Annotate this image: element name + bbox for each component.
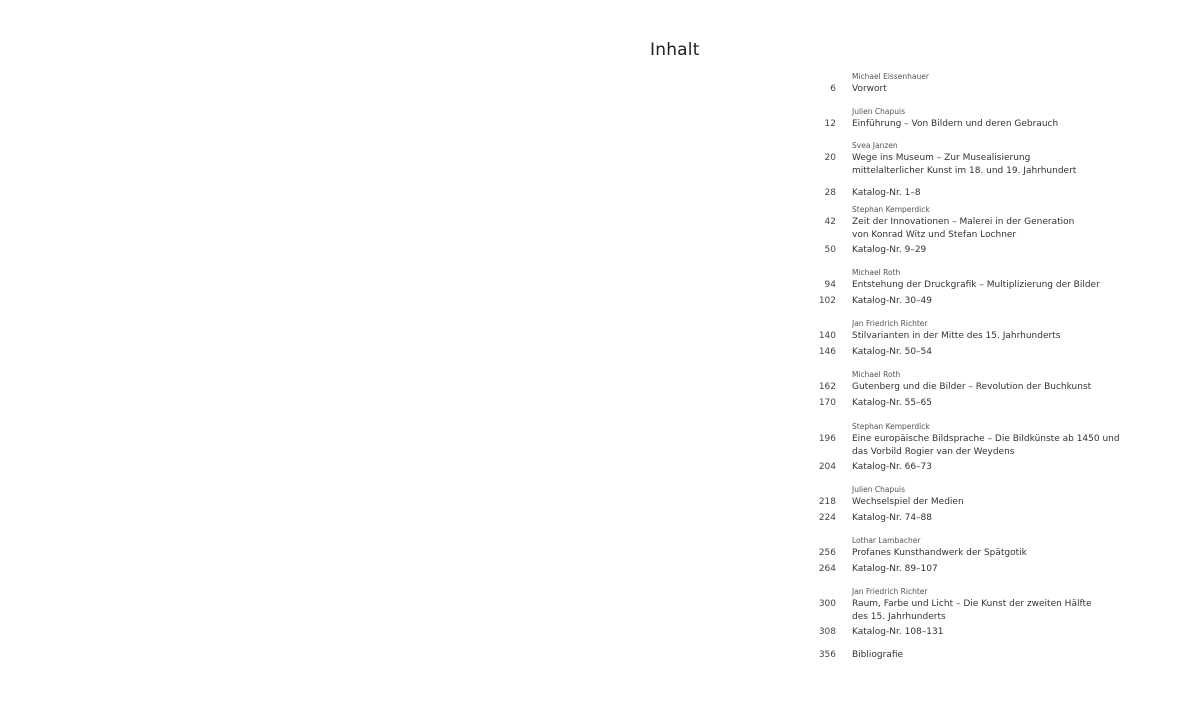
essay-title: Eine europäische Bildsprache – Die Bildkünste ab 1450 und xyxy=(852,434,1120,444)
catalog-range: Katalog-Nr. 108–131 xyxy=(852,627,944,637)
catalog-range: Katalog-Nr. 50–54 xyxy=(852,347,933,357)
essay-title: mittelalterlicher Kunst im 18. und 19. Jahrhundert xyxy=(852,165,1077,176)
essay-title: Vorwort xyxy=(852,84,887,94)
essay-title: Gutenberg und die Bilder – Revolution der Buchkunst xyxy=(852,382,1092,392)
catalog-page-number: 308 xyxy=(818,627,836,637)
essay-title: Wechselspiel der Medien xyxy=(852,497,964,507)
catalog-page-number: 224 xyxy=(818,513,836,523)
page-number: 42 xyxy=(824,217,836,227)
catalog-page-number: 28 xyxy=(824,188,836,198)
catalog-page-number: 146 xyxy=(818,347,836,357)
page-title: Inhalt xyxy=(650,40,700,60)
catalog-page-number: 170 xyxy=(818,398,836,408)
page-number: 94 xyxy=(824,280,836,290)
essay-title: Bibliografie xyxy=(852,650,904,660)
essay-title: Stilvarianten in der Mitte des 15. Jahrhunderts xyxy=(852,331,1061,341)
essay-author: Julien Chapuis xyxy=(852,485,905,494)
page-number: 12 xyxy=(824,119,836,129)
essay-author: Jan Friedrich Richter xyxy=(852,319,928,328)
catalog-page-number: 204 xyxy=(818,462,836,472)
essay-author: Stephan Kemperdick xyxy=(852,422,930,431)
catalog-page-number: 264 xyxy=(818,564,836,574)
essay-title: Wege ins Museum – Zur Musealisierung xyxy=(852,153,1031,163)
page-number: 140 xyxy=(818,331,836,341)
page-number: 300 xyxy=(818,599,836,609)
catalog-range: Katalog-Nr. 30–49 xyxy=(852,296,933,306)
essay-title: das Vorbild Rogier van der Weydens xyxy=(852,446,1015,457)
essay-title: Einführung – Von Bildern und deren Gebrauch xyxy=(852,119,1059,129)
page-number: 196 xyxy=(818,434,836,444)
catalog-range: Katalog-Nr. 89–107 xyxy=(852,564,938,574)
page-number: 356 xyxy=(818,650,836,660)
page-number: 6 xyxy=(830,84,836,94)
catalog-range: Katalog-Nr. 9–29 xyxy=(852,245,927,255)
page-number: 20 xyxy=(824,153,836,163)
page-number: 162 xyxy=(818,382,836,392)
essay-title: von Konrad Witz und Stefan Lochner xyxy=(852,229,1017,240)
essay-author: Svea Janzen xyxy=(852,141,898,150)
essay-title: Raum, Farbe und Licht – Die Kunst der zweiten Hälfte xyxy=(852,599,1092,609)
essay-title: Profanes Kunsthandwerk der Spätgotik xyxy=(852,548,1027,558)
essay-author: Michael Roth xyxy=(852,268,901,277)
page-number: 256 xyxy=(818,548,836,558)
catalog-page-number: 50 xyxy=(824,245,836,255)
essay-author: Lothar Lambacher xyxy=(852,536,921,545)
catalog-range: Katalog-Nr. 74–88 xyxy=(852,513,933,523)
essay-author: Stephan Kemperdick xyxy=(852,205,930,214)
essay-author: Michael Roth xyxy=(852,370,901,379)
catalog-range: Katalog-Nr. 1–8 xyxy=(852,188,921,198)
essay-title: des 15. Jahrhunderts xyxy=(852,611,946,622)
catalog-range: Katalog-Nr. 66–73 xyxy=(852,462,933,472)
essay-author: Julien Chapuis xyxy=(852,107,905,116)
essay-author: Jan Friedrich Richter xyxy=(852,587,928,596)
essay-author: Michael Eissenhauer xyxy=(852,72,929,81)
catalog-page-number: 102 xyxy=(818,296,836,306)
catalog-range: Katalog-Nr. 55–65 xyxy=(852,398,933,408)
essay-title: Entstehung der Druckgrafik – Multiplizierung der Bilder xyxy=(852,280,1100,290)
essay-title: Zeit der Innovationen – Malerei in der Generation xyxy=(852,217,1075,227)
page-number: 218 xyxy=(818,497,836,507)
